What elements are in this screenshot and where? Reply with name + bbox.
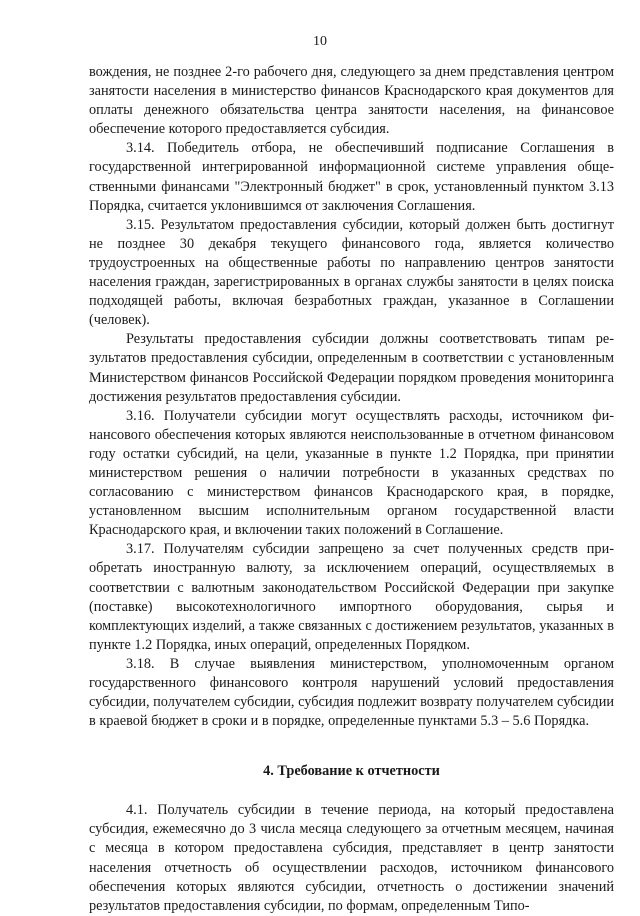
paragraph-3-18: 3.18. В случае выявления министерством, уполномоченным органом государственного финансового контроля нарушений условий предоставления субсидии, получателем субсидии, субсидия подлежит возврату получателем субсидии в краевой бюджет в сроки и в порядке, определенные пунктами 5.3 – 5.6 Порядка.	[89, 655, 614, 730]
paragraph-3-15: 3.15. Результатом предоставления субсидии, который должен быть достигнут не позднее 30 декабря текущего финансового года, является количество трудоустроенных на общественные работы по направлению центров занятости населения граждан, зарегистрированных в органах службы занятости в целях поиска подходящей работы, включая безработных граждан, указанное в Соглашении (человек).	[89, 216, 614, 329]
paragraph-4-1: 4.1. Получатель субсидии в течение периода, на который предоставлена субсидия, ежемесячно до 3 числа месяца следующего за отчетным месяцем, начиная с месяца в котором предоставлена субсидия, представляет в центр занятости населения отчетность об осуществлении расходов, источником финансового обеспечения которых являются субсидии, отчетность о достижении значений результатов предоставления субсидии, по формам, определенным Типо-	[89, 802, 614, 914]
document-body	[89, 63, 614, 916]
paragraph-3-17: 3.17. Получателям субсидии запрещено за счет полученных средств приобретать иностранную валюту, за исключением операций, осуществляемых в соответствии с валютным законодательством Российской Федерации при закупке (поставке) высокотехнологичного импортного оборудования, сырья и комплектующих изделий, а также связанных с достижением результатов, указанных в пункте 1.2 Порядка, иных операций, определенных Порядком.	[89, 541, 614, 653]
paragraph-results-types: Результаты предоставления субсидии должны соответствовать типам результатов предоставления субсидии, определенным в соответствии с установленным Министерством финансов Российской Федерации порядком проведения мониторинга достижения результатов предоставления субсидии.	[89, 331, 614, 405]
paragraph-3-14: 3.14. Победитель отбора, не обеспечивший подписание Соглашения в государственной интегрированной информационной системе управления общественными финансами "Электронный бюджет" в срок, установленный пунктом 3.13 Порядка, считается уклонившимся от заключения Соглашения.	[89, 140, 614, 214]
section-heading: 4. Требование к отчетности	[263, 763, 440, 780]
paragraph-continuation: вождения, не позднее 2-го рабочего дня, следующего за днем представления центром занятости населения в министерство финансов Краснодарского края документов для оплаты денежного обязательства центра занятости населения, на финансовое обеспечение которого предоставляется субсидия.	[89, 64, 614, 138]
page-number: 10	[313, 34, 327, 49]
paragraph-3-16: 3.16. Получатели субсидии могут осуществлять расходы, источником финансового обеспечения которых являются неиспользованные в отчетном финансовом году остатки субсидий, на цели, указанные в пункте 1.2 Порядка, при принятии министерством решения о наличии потребности в указанных средствах по согласованию с министерством финансов Краснодарского края, в порядке, установленном высшим исполнительным органом государственной власти Краснодарского края, и включении таких положений в Соглашение.	[89, 407, 614, 539]
